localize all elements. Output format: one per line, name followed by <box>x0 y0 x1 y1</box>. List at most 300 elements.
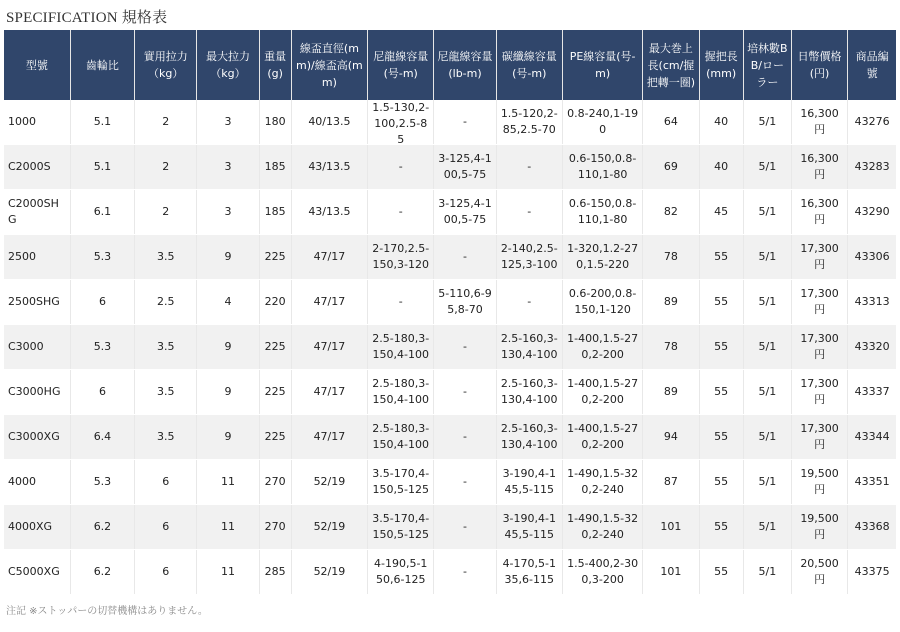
col-header-practical-drag: 實用拉力（kg） <box>135 30 197 100</box>
cell-max-retrieve <box>643 100 699 145</box>
cell-max-retrieve <box>643 505 699 550</box>
cell-value: 55 <box>714 340 729 353</box>
cell-practical-drag <box>135 505 197 550</box>
cell-weight <box>259 280 291 325</box>
cell-value: - <box>463 475 467 488</box>
cell-value: 6.2 <box>93 565 112 578</box>
cell-price <box>791 235 847 280</box>
cell-max-drag <box>197 280 259 325</box>
col-header-nylon-capacity-go: 尼龍線容量(号-m) <box>368 30 434 100</box>
cell-max-drag <box>197 460 259 505</box>
cell-price <box>791 460 847 505</box>
table-row <box>4 280 896 325</box>
cell-max-drag <box>197 550 259 595</box>
cell-gear-ratio <box>70 415 134 460</box>
cell-value: 270 <box>264 520 286 533</box>
cell-value: 17,300円 <box>800 377 839 406</box>
cell-value: - <box>463 115 467 128</box>
cell-value: 19,500円 <box>800 512 839 541</box>
cell-value: 47/17 <box>313 430 346 443</box>
table-row <box>4 145 896 190</box>
table-row <box>4 505 896 550</box>
cell-value: 11 <box>220 475 235 488</box>
cell-value: - <box>463 340 467 353</box>
cell-value: 6.4 <box>93 430 112 443</box>
cell-value: - <box>463 430 467 443</box>
cell-value: 6.1 <box>93 205 112 218</box>
cell-fluorocarbon-capacity <box>496 280 562 325</box>
cell-fluorocarbon-capacity <box>496 235 562 280</box>
cell-value: 5.1 <box>93 160 112 173</box>
cell-value: 1-400,1.5-270,2-200 <box>567 422 639 451</box>
cell-value: 55 <box>714 385 729 398</box>
cell-value: - <box>463 565 467 578</box>
cell-value: 94 <box>663 430 678 443</box>
cell-value: 9 <box>224 430 232 443</box>
cell-fluorocarbon-capacity <box>496 460 562 505</box>
cell-value: 52/19 <box>313 565 346 578</box>
cell-product-code <box>848 460 896 505</box>
cell-value: 4 <box>224 295 232 308</box>
cell-handle-length <box>699 370 743 415</box>
cell-max-retrieve <box>643 190 699 235</box>
cell-spool-dimensions <box>291 235 367 280</box>
cell-model <box>4 145 70 190</box>
cell-weight <box>259 370 291 415</box>
cell-value: 5/1 <box>758 475 777 488</box>
cell-max-drag <box>197 100 259 145</box>
cell-product-code <box>848 280 896 325</box>
cell-practical-drag <box>135 280 197 325</box>
table-row <box>4 370 896 415</box>
cell-value: 2-140,2.5-125,3-100 <box>500 242 558 271</box>
cell-nylon-capacity-lb <box>434 370 496 415</box>
cell-bearings <box>743 460 791 505</box>
cell-practical-drag <box>135 550 197 595</box>
cell-fluorocarbon-capacity <box>496 505 562 550</box>
cell-value: 2.5-160,3-130,4-100 <box>500 377 558 406</box>
cell-value: 3.5 <box>156 340 175 353</box>
cell-value: 2500 <box>8 250 36 263</box>
cell-nylon-capacity-lb <box>434 550 496 595</box>
cell-weight <box>259 505 291 550</box>
col-header-price: 日幣價格(円) <box>791 30 847 100</box>
cell-max-retrieve <box>643 325 699 370</box>
cell-gear-ratio <box>70 370 134 415</box>
cell-handle-length <box>699 505 743 550</box>
cell-value: 16,300円 <box>800 197 839 226</box>
cell-value: 1-490,1.5-320,2-240 <box>567 512 639 541</box>
cell-weight <box>259 460 291 505</box>
cell-bearings <box>743 505 791 550</box>
cell-value: 45 <box>714 205 729 218</box>
col-header-spool-dimensions: 線盃直徑(mm)/線盃高(mm) <box>291 30 367 100</box>
cell-max-retrieve <box>643 550 699 595</box>
cell-value: 43276 <box>854 115 890 128</box>
cell-max-drag <box>197 235 259 280</box>
cell-value: 1-400,1.5-270,2-200 <box>567 332 639 361</box>
cell-value: 4-190,5-150,6-125 <box>374 557 428 586</box>
cell-nylon-capacity-lb <box>434 190 496 235</box>
cell-pe-capacity <box>562 550 642 595</box>
cell-bearings <box>743 550 791 595</box>
cell-value: 78 <box>663 340 678 353</box>
cell-value: 3 <box>224 160 232 173</box>
cell-value: 1-320,1.2-270,1.5-220 <box>567 242 639 271</box>
cell-value: 2.5-180,3-150,4-100 <box>372 422 430 451</box>
cell-value: 2500SHG <box>8 295 60 308</box>
cell-value: 6 <box>162 475 170 488</box>
cell-price <box>791 100 847 145</box>
cell-pe-capacity <box>562 145 642 190</box>
table-row <box>4 550 896 595</box>
cell-value: 11 <box>220 565 235 578</box>
table-row <box>4 460 896 505</box>
cell-product-code <box>848 190 896 235</box>
cell-value: 1.5-120,2-85,2.5-70 <box>500 107 558 136</box>
cell-value: C2000SHG <box>8 197 59 226</box>
cell-bearings <box>743 370 791 415</box>
cell-value: 43375 <box>854 565 890 578</box>
cell-value: - <box>527 205 532 218</box>
cell-handle-length <box>699 460 743 505</box>
cell-practical-drag <box>135 100 197 145</box>
cell-pe-capacity <box>562 235 642 280</box>
cell-value: 185 <box>264 160 286 173</box>
cell-product-code <box>848 235 896 280</box>
cell-fluorocarbon-capacity <box>496 325 562 370</box>
cell-model <box>4 415 70 460</box>
table-row <box>4 325 896 370</box>
footnote: 注記 ※ストッパーの切替機構はありません。 <box>6 606 208 617</box>
cell-price <box>791 190 847 235</box>
cell-bearings <box>743 415 791 460</box>
cell-value: 89 <box>663 295 678 308</box>
cell-value: 2 <box>162 160 170 173</box>
cell-price <box>791 415 847 460</box>
cell-practical-drag <box>135 145 197 190</box>
cell-pe-capacity <box>562 325 642 370</box>
cell-max-retrieve <box>643 235 699 280</box>
cell-value: 3-125,4-100,5-75 <box>438 197 492 226</box>
cell-value: - <box>463 385 467 398</box>
cell-value: 5/1 <box>758 385 777 398</box>
cell-value: 52/19 <box>313 475 346 488</box>
cell-practical-drag <box>135 370 197 415</box>
cell-bearings <box>743 145 791 190</box>
cell-model <box>4 325 70 370</box>
cell-value: C3000XG <box>8 430 60 443</box>
cell-value: - <box>398 295 403 308</box>
cell-value: 40/13.5 <box>308 115 351 128</box>
cell-max-drag <box>197 190 259 235</box>
cell-practical-drag <box>135 415 197 460</box>
cell-model <box>4 505 70 550</box>
cell-value: 43351 <box>854 475 890 488</box>
col-header-nylon-capacity-lb: 尼龍線容量(lb-m) <box>434 30 496 100</box>
cell-value: 3 <box>224 205 232 218</box>
cell-value: 52/19 <box>313 520 346 533</box>
cell-value: 4000XG <box>8 520 53 533</box>
cell-value: 2 <box>162 115 170 128</box>
cell-value: 1000 <box>8 115 36 128</box>
cell-value: 9 <box>224 385 232 398</box>
cell-value: 3.5-170,4-150,5-125 <box>372 467 430 496</box>
cell-value: 2.5-180,3-150,4-100 <box>372 332 430 361</box>
cell-bearings <box>743 325 791 370</box>
cell-spool-dimensions <box>291 280 367 325</box>
cell-value: 2-170,2.5-150,3-120 <box>372 242 430 271</box>
cell-value: C5000XG <box>8 565 60 578</box>
cell-value: 55 <box>714 565 729 578</box>
cell-value: 5.3 <box>93 340 112 353</box>
cell-practical-drag <box>135 235 197 280</box>
page-title: SPECIFICATION 規格表 <box>6 10 168 26</box>
cell-weight <box>259 325 291 370</box>
cell-spool-dimensions <box>291 505 367 550</box>
cell-max-retrieve <box>643 460 699 505</box>
cell-value: 285 <box>264 565 286 578</box>
cell-fluorocarbon-capacity <box>496 145 562 190</box>
cell-value: 55 <box>714 520 729 533</box>
col-header-gear-ratio: 齒輪比 <box>70 30 134 100</box>
cell-value: 55 <box>714 475 729 488</box>
cell-value: 5/1 <box>758 115 777 128</box>
cell-value: 185 <box>264 205 286 218</box>
cell-value: 16,300円 <box>800 107 839 136</box>
cell-spool-dimensions <box>291 100 367 145</box>
cell-spool-dimensions <box>291 325 367 370</box>
cell-value: 43344 <box>854 430 890 443</box>
cell-price <box>791 325 847 370</box>
cell-handle-length <box>699 100 743 145</box>
cell-price <box>791 280 847 325</box>
cell-value: C2000S <box>8 160 51 173</box>
cell-model <box>4 235 70 280</box>
cell-weight <box>259 235 291 280</box>
cell-value: 43368 <box>854 520 890 533</box>
cell-gear-ratio <box>70 100 134 145</box>
cell-nylon-capacity-lb <box>434 505 496 550</box>
cell-value: 0.6-150,0.8-110,1-80 <box>568 152 637 181</box>
cell-max-drag <box>197 370 259 415</box>
cell-value: 225 <box>264 430 286 443</box>
cell-gear-ratio <box>70 505 134 550</box>
cell-value: 47/17 <box>313 250 346 263</box>
cell-bearings <box>743 235 791 280</box>
cell-value: 3.5 <box>156 250 175 263</box>
cell-value: 2.5 <box>156 295 175 308</box>
cell-value: 5/1 <box>758 160 777 173</box>
cell-nylon-capacity-go <box>368 415 434 460</box>
col-header-fluorocarbon-capacity: 碳纖線容量(号-m) <box>496 30 562 100</box>
cell-pe-capacity <box>562 415 642 460</box>
cell-practical-drag <box>135 190 197 235</box>
col-header-handle-length: 握把長(mm) <box>699 30 743 100</box>
cell-value: 43290 <box>854 205 890 218</box>
cell-bearings <box>743 280 791 325</box>
cell-value: - <box>463 520 467 533</box>
cell-value: 1-400,1.5-270,2-200 <box>567 377 639 406</box>
cell-value: 43313 <box>854 295 890 308</box>
cell-value: 180 <box>264 115 286 128</box>
cell-spool-dimensions <box>291 415 367 460</box>
cell-value: 5.1 <box>93 115 112 128</box>
cell-value: 43283 <box>854 160 890 173</box>
cell-product-code <box>848 415 896 460</box>
cell-value: 5/1 <box>758 205 777 218</box>
cell-nylon-capacity-go <box>368 550 434 595</box>
cell-value: 3-190,4-145,5-115 <box>502 512 556 541</box>
cell-practical-drag <box>135 325 197 370</box>
cell-value: 69 <box>663 160 678 173</box>
cell-nylon-capacity-lb <box>434 280 496 325</box>
cell-value: 101 <box>660 520 682 533</box>
cell-nylon-capacity-lb <box>434 100 496 145</box>
table-row <box>4 415 896 460</box>
cell-handle-length <box>699 415 743 460</box>
cell-spool-dimensions <box>291 145 367 190</box>
cell-handle-length <box>699 280 743 325</box>
cell-value: 0.6-150,0.8-110,1-80 <box>568 197 637 226</box>
cell-pe-capacity <box>562 190 642 235</box>
cell-value: C3000 <box>8 340 44 353</box>
cell-value: 3.5-170,4-150,5-125 <box>372 512 430 541</box>
cell-max-drag <box>197 505 259 550</box>
cell-value: C3000HG <box>8 385 61 398</box>
cell-value: 3-190,4-145,5-115 <box>502 467 556 496</box>
cell-model <box>4 550 70 595</box>
col-header-bearings: 培林數BB/ローラー <box>743 30 791 100</box>
col-header-max-retrieve: 最大巻上長(cm/握把轉一圈) <box>643 30 699 100</box>
cell-product-code <box>848 505 896 550</box>
cell-max-drag <box>197 145 259 190</box>
cell-value: 1-490,1.5-320,2-240 <box>567 467 639 496</box>
cell-value: 5/1 <box>758 340 777 353</box>
cell-nylon-capacity-go <box>368 190 434 235</box>
cell-pe-capacity <box>562 370 642 415</box>
cell-value: - <box>398 160 403 173</box>
cell-gear-ratio <box>70 145 134 190</box>
cell-gear-ratio <box>70 325 134 370</box>
cell-value: 40 <box>714 160 729 173</box>
cell-gear-ratio <box>70 280 134 325</box>
cell-value: 5/1 <box>758 520 777 533</box>
cell-fluorocarbon-capacity <box>496 415 562 460</box>
cell-nylon-capacity-lb <box>434 235 496 280</box>
cell-handle-length <box>699 190 743 235</box>
cell-value: 89 <box>663 385 678 398</box>
table-row <box>4 190 896 235</box>
cell-value: 2.5-160,3-130,4-100 <box>500 422 558 451</box>
cell-practical-drag <box>135 460 197 505</box>
cell-gear-ratio <box>70 460 134 505</box>
cell-weight <box>259 550 291 595</box>
cell-value: 40 <box>714 115 729 128</box>
cell-value: 1.5-130,2-100,2.5-85 <box>372 101 430 144</box>
cell-value: 4-170,5-135,6-115 <box>502 557 556 586</box>
cell-max-retrieve <box>643 415 699 460</box>
cell-handle-length <box>699 550 743 595</box>
cell-value: 47/17 <box>313 340 346 353</box>
cell-price <box>791 550 847 595</box>
cell-model <box>4 370 70 415</box>
cell-value: 2.5-160,3-130,4-100 <box>500 332 558 361</box>
cell-value: 43320 <box>854 340 890 353</box>
cell-value: - <box>398 205 403 218</box>
cell-handle-length <box>699 145 743 190</box>
cell-value: 78 <box>663 250 678 263</box>
cell-nylon-capacity-go <box>368 505 434 550</box>
cell-model <box>4 100 70 145</box>
col-header-pe-capacity: PE線容量(号-m) <box>562 30 642 100</box>
header-row <box>4 30 896 100</box>
cell-weight <box>259 145 291 190</box>
cell-spool-dimensions <box>291 460 367 505</box>
cell-value: 270 <box>264 475 286 488</box>
cell-nylon-capacity-go <box>368 280 434 325</box>
cell-fluorocarbon-capacity <box>496 370 562 415</box>
cell-gear-ratio <box>70 550 134 595</box>
cell-product-code <box>848 145 896 190</box>
cell-value: 47/17 <box>313 385 346 398</box>
cell-max-retrieve <box>643 370 699 415</box>
cell-spool-dimensions <box>291 190 367 235</box>
cell-value: 11 <box>220 520 235 533</box>
cell-nylon-capacity-lb <box>434 145 496 190</box>
cell-price <box>791 145 847 190</box>
cell-value: 225 <box>264 250 286 263</box>
cell-product-code <box>848 325 896 370</box>
cell-product-code <box>848 100 896 145</box>
cell-value: 6 <box>162 565 170 578</box>
cell-value: 3.5 <box>156 430 175 443</box>
cell-nylon-capacity-go <box>368 325 434 370</box>
cell-value: 6 <box>98 295 106 308</box>
cell-bearings <box>743 100 791 145</box>
cell-spool-dimensions <box>291 550 367 595</box>
cell-value: 225 <box>264 385 286 398</box>
cell-weight <box>259 190 291 235</box>
cell-handle-length <box>699 325 743 370</box>
cell-value: 5/1 <box>758 250 777 263</box>
cell-model <box>4 280 70 325</box>
cell-value: 5-110,6-95,8-70 <box>438 287 492 316</box>
cell-value: - <box>527 160 532 173</box>
cell-value: 17,300円 <box>800 287 839 316</box>
cell-value: - <box>527 295 532 308</box>
cell-value: 5/1 <box>758 430 777 443</box>
cell-value: 9 <box>224 250 232 263</box>
cell-nylon-capacity-go <box>368 370 434 415</box>
cell-pe-capacity <box>562 100 642 145</box>
cell-value: 17,300円 <box>800 422 839 451</box>
cell-value: - <box>463 250 467 263</box>
cell-value: 20,500円 <box>800 557 839 586</box>
cell-value: 6 <box>162 520 170 533</box>
cell-value: 64 <box>663 115 678 128</box>
cell-value: 17,300円 <box>800 242 839 271</box>
cell-nylon-capacity-lb <box>434 415 496 460</box>
cell-value: 19,500円 <box>800 467 839 496</box>
cell-value: 1.5-400,2-300,3-200 <box>567 557 639 586</box>
cell-value: 3.5 <box>156 385 175 398</box>
col-header-weight: 重量(g) <box>259 30 291 100</box>
cell-nylon-capacity-go <box>368 235 434 280</box>
cell-value: 47/17 <box>313 295 346 308</box>
cell-handle-length <box>699 235 743 280</box>
col-header-max-drag: 最大拉力（kg） <box>197 30 259 100</box>
